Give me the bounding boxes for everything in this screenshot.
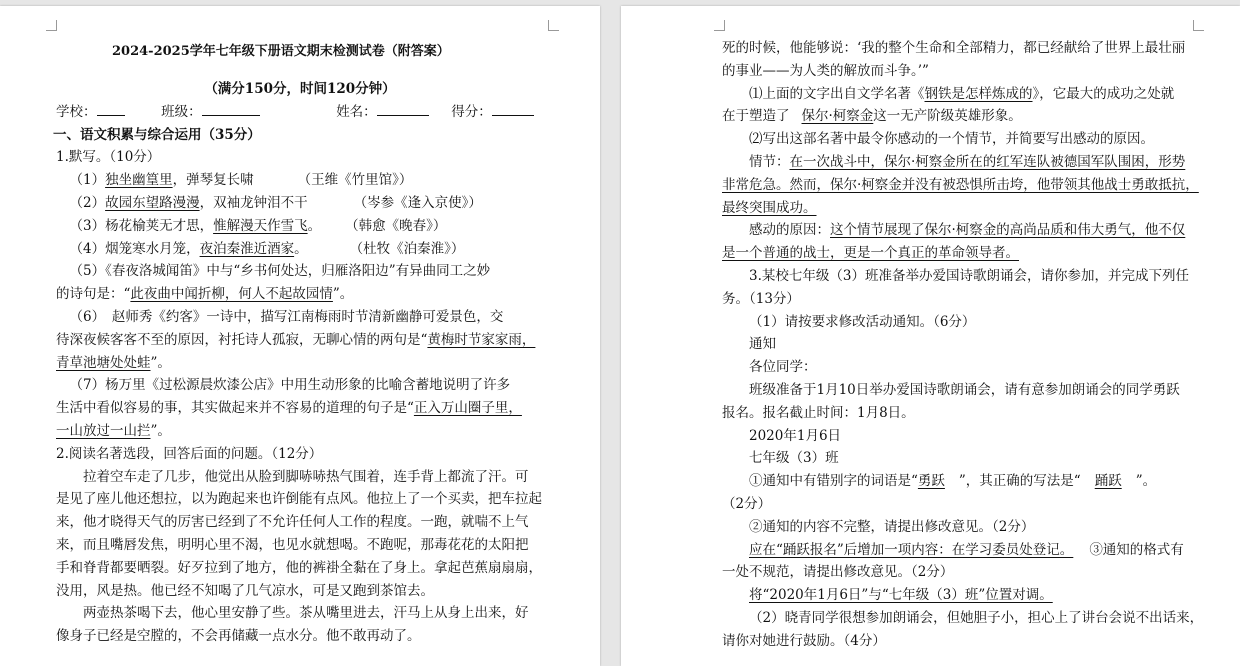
answer-text: 在一次战斗中，保尔·柯察金所在的红军连队被德国军队围困，形势 — [789, 153, 1186, 170]
name-field[interactable] — [377, 101, 429, 116]
answer-text: 惟解漫天作雪飞 — [213, 217, 308, 234]
answer-text: 黄梅时节家家雨， — [427, 331, 536, 348]
page-corner-mark — [714, 20, 725, 31]
passage-line: 来，而且嘴唇发焦，明明心里不渴，也见水就想喝。不跑呢，那毒花花的太阳把 — [56, 536, 529, 553]
punctuation: ”。 — [1135, 473, 1157, 490]
page-left — [0, 6, 600, 666]
item-number: （2） — [69, 194, 106, 211]
q3-sub-1-item-2-answer — [722, 539, 1192, 562]
poem-source: （韩愈《晚春》） — [345, 217, 447, 234]
answer-text: 夜泊秦淮近酒家 — [199, 240, 295, 257]
q1-item-5-line2 — [56, 283, 516, 306]
answer-label: 情节： — [749, 153, 790, 170]
answer-text: 这个情节展现了保尔·柯察金的高尚品质和伟大勇气，他不仅 — [830, 222, 1186, 239]
score-time-subtitle: （满分150分，时间120分钟） — [204, 81, 396, 97]
answer-plot-line1 — [722, 151, 1192, 174]
school-label: 学校： — [56, 103, 97, 120]
prompt-text: 这一无产阶级英雄形象。 — [873, 108, 1022, 125]
q1-item-6-line3 — [56, 352, 516, 375]
prompt-text: ①通知中有错别字的词语是“ — [749, 473, 918, 490]
school-field[interactable] — [97, 101, 125, 116]
prompt-text: 》，它最大的成功之处就 — [1032, 85, 1175, 102]
prompt-text: ③通知的格式有 — [1089, 541, 1184, 558]
passage-line: 像身子已经是空膛的，不会再储藏一点水分。他不敢再动了。 — [56, 628, 421, 645]
q1-item-3 — [56, 215, 516, 238]
notice-salutation: 各位同学： — [749, 359, 817, 376]
q2-sub-2: ⑵写出这部名著中最令你感动的一个情节，并简要写出感动的原因。 — [749, 131, 1154, 148]
prompt-text: 生活中看似容易的事，其实做起来并不容易的道理的句子是“ — [56, 400, 414, 417]
score-label: 得分： — [451, 103, 492, 120]
poem-text: ，双袖龙钟泪不干 — [199, 194, 308, 211]
page-corner-mark — [548, 20, 559, 31]
passage-line: 没用，风是热。他已经不知喝了几气凉水，可是又跑到茶馆去。 — [56, 582, 434, 599]
name-label: 姓名： — [336, 103, 377, 120]
q1-item-7-line3 — [56, 420, 516, 443]
passage-line: 死的时候，他能够说：‘我的整个生命和全部精力，都已经献给了世界上最壮丽 — [722, 40, 1186, 56]
q3-sub-1-item-3-answer — [722, 584, 1192, 607]
punctuation: ”。 — [332, 286, 354, 303]
class-field[interactable] — [202, 101, 260, 116]
answer-text: 青草池塘处处蛙 — [56, 354, 151, 371]
question-1: 1.默写。（10分） — [56, 149, 161, 166]
prompt-text: 的诗句是：“ — [56, 286, 131, 303]
q1-item-1 — [56, 169, 516, 192]
answer-text: 此夜曲中闻折柳，何人不起故园情 — [130, 286, 333, 303]
prompt-text: 待深夜候客客不至的原因，衬托诗人孤寂，无聊心情的两句是“ — [56, 331, 428, 348]
section-heading: 一、语文积累与综合运用（35分） — [53, 126, 261, 143]
prompt-text: ⑴上面的文字出自文学名著《 — [749, 85, 925, 102]
answer-text: 故园东望路漫漫 — [105, 194, 200, 211]
answer-text: 最终突围成功。 — [722, 199, 817, 216]
prompt-text: ”，其正确的写法是“ — [958, 473, 1081, 490]
poem-text: （4）烟笼寒水月笼， — [69, 240, 200, 257]
left-page-content — [0, 34, 600, 648]
answer-text: 踊跃 — [1094, 473, 1122, 490]
q1-item-6-line2 — [56, 329, 536, 352]
notice-date: 2020年1月6日 — [749, 427, 842, 444]
notice-body-line1: 班级准备于1月10日举办爱国诗歌朗诵会，请有意参加朗诵会的同学勇跃 — [749, 381, 1180, 398]
page-right — [621, 6, 1240, 666]
q1-item-4 — [56, 238, 516, 261]
passage-line: 是见了座儿他还想拉，以为跑起来也许倒能有点风。他拉上了一个买卖，把车拉起 — [56, 491, 542, 508]
answer-reason-line2 — [722, 242, 1192, 265]
points-label: （2分） — [722, 495, 772, 512]
q3-sub-2: （2）晓青同学很想参加朗诵会，但她胆子小，担心上了讲台会说不出话来， — [749, 609, 1204, 626]
question-2: 2.阅读名著选段，回答后面的问题。（12分） — [56, 445, 323, 462]
page-corner-mark — [46, 20, 57, 31]
q3-sub-2-line2: 请你对她进行鼓励。（4分） — [722, 632, 886, 649]
punctuation: 。 — [294, 240, 308, 257]
passage-line: 来，他才晓得天气的厉害已经到了不允许任何人工作的程度。一跑，就喘不上气 — [56, 514, 529, 531]
passage-line: 拉着空车走了几步，他觉出从脸到脚哧哧热气围着，连手背上都流了汗。可 — [83, 468, 529, 485]
notice-body-line2: 报名。报名截止时间：1月8日。 — [722, 404, 915, 421]
answer-text: 一山放过一山拦 — [56, 422, 151, 439]
answer-plot-line2: 非常危急。然而，保尔·柯察金并没有被恐惧所击垮，他带领其他战士勇敢抵抗， — [722, 176, 1199, 193]
q2-sub-1 — [722, 83, 1192, 106]
q3-sub-1: （1）请按要求修改活动通知。（6分） — [749, 313, 976, 330]
passage-line: 两壶热茶喝下去，他心里安静了些。茶从嘴里进去，汗马上从身上出来，好 — [83, 605, 529, 622]
answer-label: 感动的原因： — [749, 222, 830, 239]
poem-source: （岑参《逢入京使》） — [353, 194, 482, 211]
q3-sub-1-item-2: ②通知的内容不完整，请提出修改意见。（2分） — [749, 518, 1035, 535]
q1-item-5-line1: （5）《春夜洛城闻笛》中与“乡书何处达，归雁洛阳边”有异曲同工之妙 — [69, 263, 491, 280]
punctuation: 。 — [307, 217, 322, 234]
passage-line: 手和脊背都要晒裂。好歹拉到了地方，他的裤褂全黏在了身上。拿起芭蕉扇扇扇， — [56, 559, 542, 576]
q1-item-7-line1: （7）杨万里《过松源晨炊漆公店》中用生动形象的比喻含蓄地说明了许多 — [69, 377, 511, 394]
item-number: （1） — [69, 172, 106, 189]
answer-plot-line3 — [722, 197, 1192, 220]
q1-item-7-line2 — [56, 397, 522, 420]
notice-title: 通知 — [749, 336, 776, 353]
q1-item-2 — [56, 192, 516, 215]
q2-sub-1-line2 — [722, 105, 1192, 128]
q1-item-6-line1: （6） 赵师秀《约客》一诗中，描写江南梅雨时节清新幽静可爱景色，交 — [69, 308, 504, 325]
notice-signature: 七年级（3）班 — [749, 450, 839, 467]
answer-text: 勇跃 — [917, 473, 945, 490]
answer-text: 是一个普通的战士，更是一个真正的革命领导者。 — [722, 245, 1019, 262]
question-3-line2: 务。（13分） — [722, 290, 800, 307]
answer-text: 独坐幽篁里 — [105, 172, 173, 189]
punctuation: ”。 — [150, 354, 171, 371]
poem-source: （杜牧《泊秦淮》） — [349, 240, 465, 257]
q3-sub-1-item-1 — [722, 470, 1192, 493]
q3-sub-1-item-3-line2: 一处不规范，请提出修改意见。（2分） — [722, 564, 954, 581]
answer-text: 正入万山圈子里， — [413, 400, 522, 417]
poem-text: ，弹琴复长啸 — [172, 172, 254, 189]
answer-text: 钢铁是怎样炼成的 — [924, 85, 1033, 102]
passage-line: 的事业——为人类的解放而斗争。’” — [722, 62, 929, 79]
prompt-text: 在于塑造了 — [722, 108, 790, 125]
right-page-content — [722, 37, 1204, 653]
score-field[interactable] — [492, 101, 534, 116]
document-title: 2024-2025学年七年级下册语文期末检测试卷（附答案） — [112, 44, 450, 59]
answer-text: 应在“踊跃报名”后增加一项内容：在学习委员处登记。 — [749, 541, 1074, 558]
answer-reason-line1 — [722, 219, 1192, 242]
poem-text: （3）杨花榆荚无才思， — [69, 217, 214, 234]
question-3: 3.某校七年级（3）班准备举办爱国诗歌朗诵会，请你参加，并完成下列任 — [749, 267, 1189, 284]
header-fields — [56, 101, 516, 124]
class-label: 班级： — [161, 103, 202, 120]
page-corner-mark — [1193, 20, 1204, 31]
answer-text: 保尔·柯察金 — [801, 108, 874, 125]
poem-source: （王维《竹里馆》） — [297, 172, 413, 189]
answer-text: 将“2020年1月6日”与“七年级（3）班”位置对调。 — [749, 587, 1053, 604]
punctuation: ”。 — [150, 422, 171, 439]
